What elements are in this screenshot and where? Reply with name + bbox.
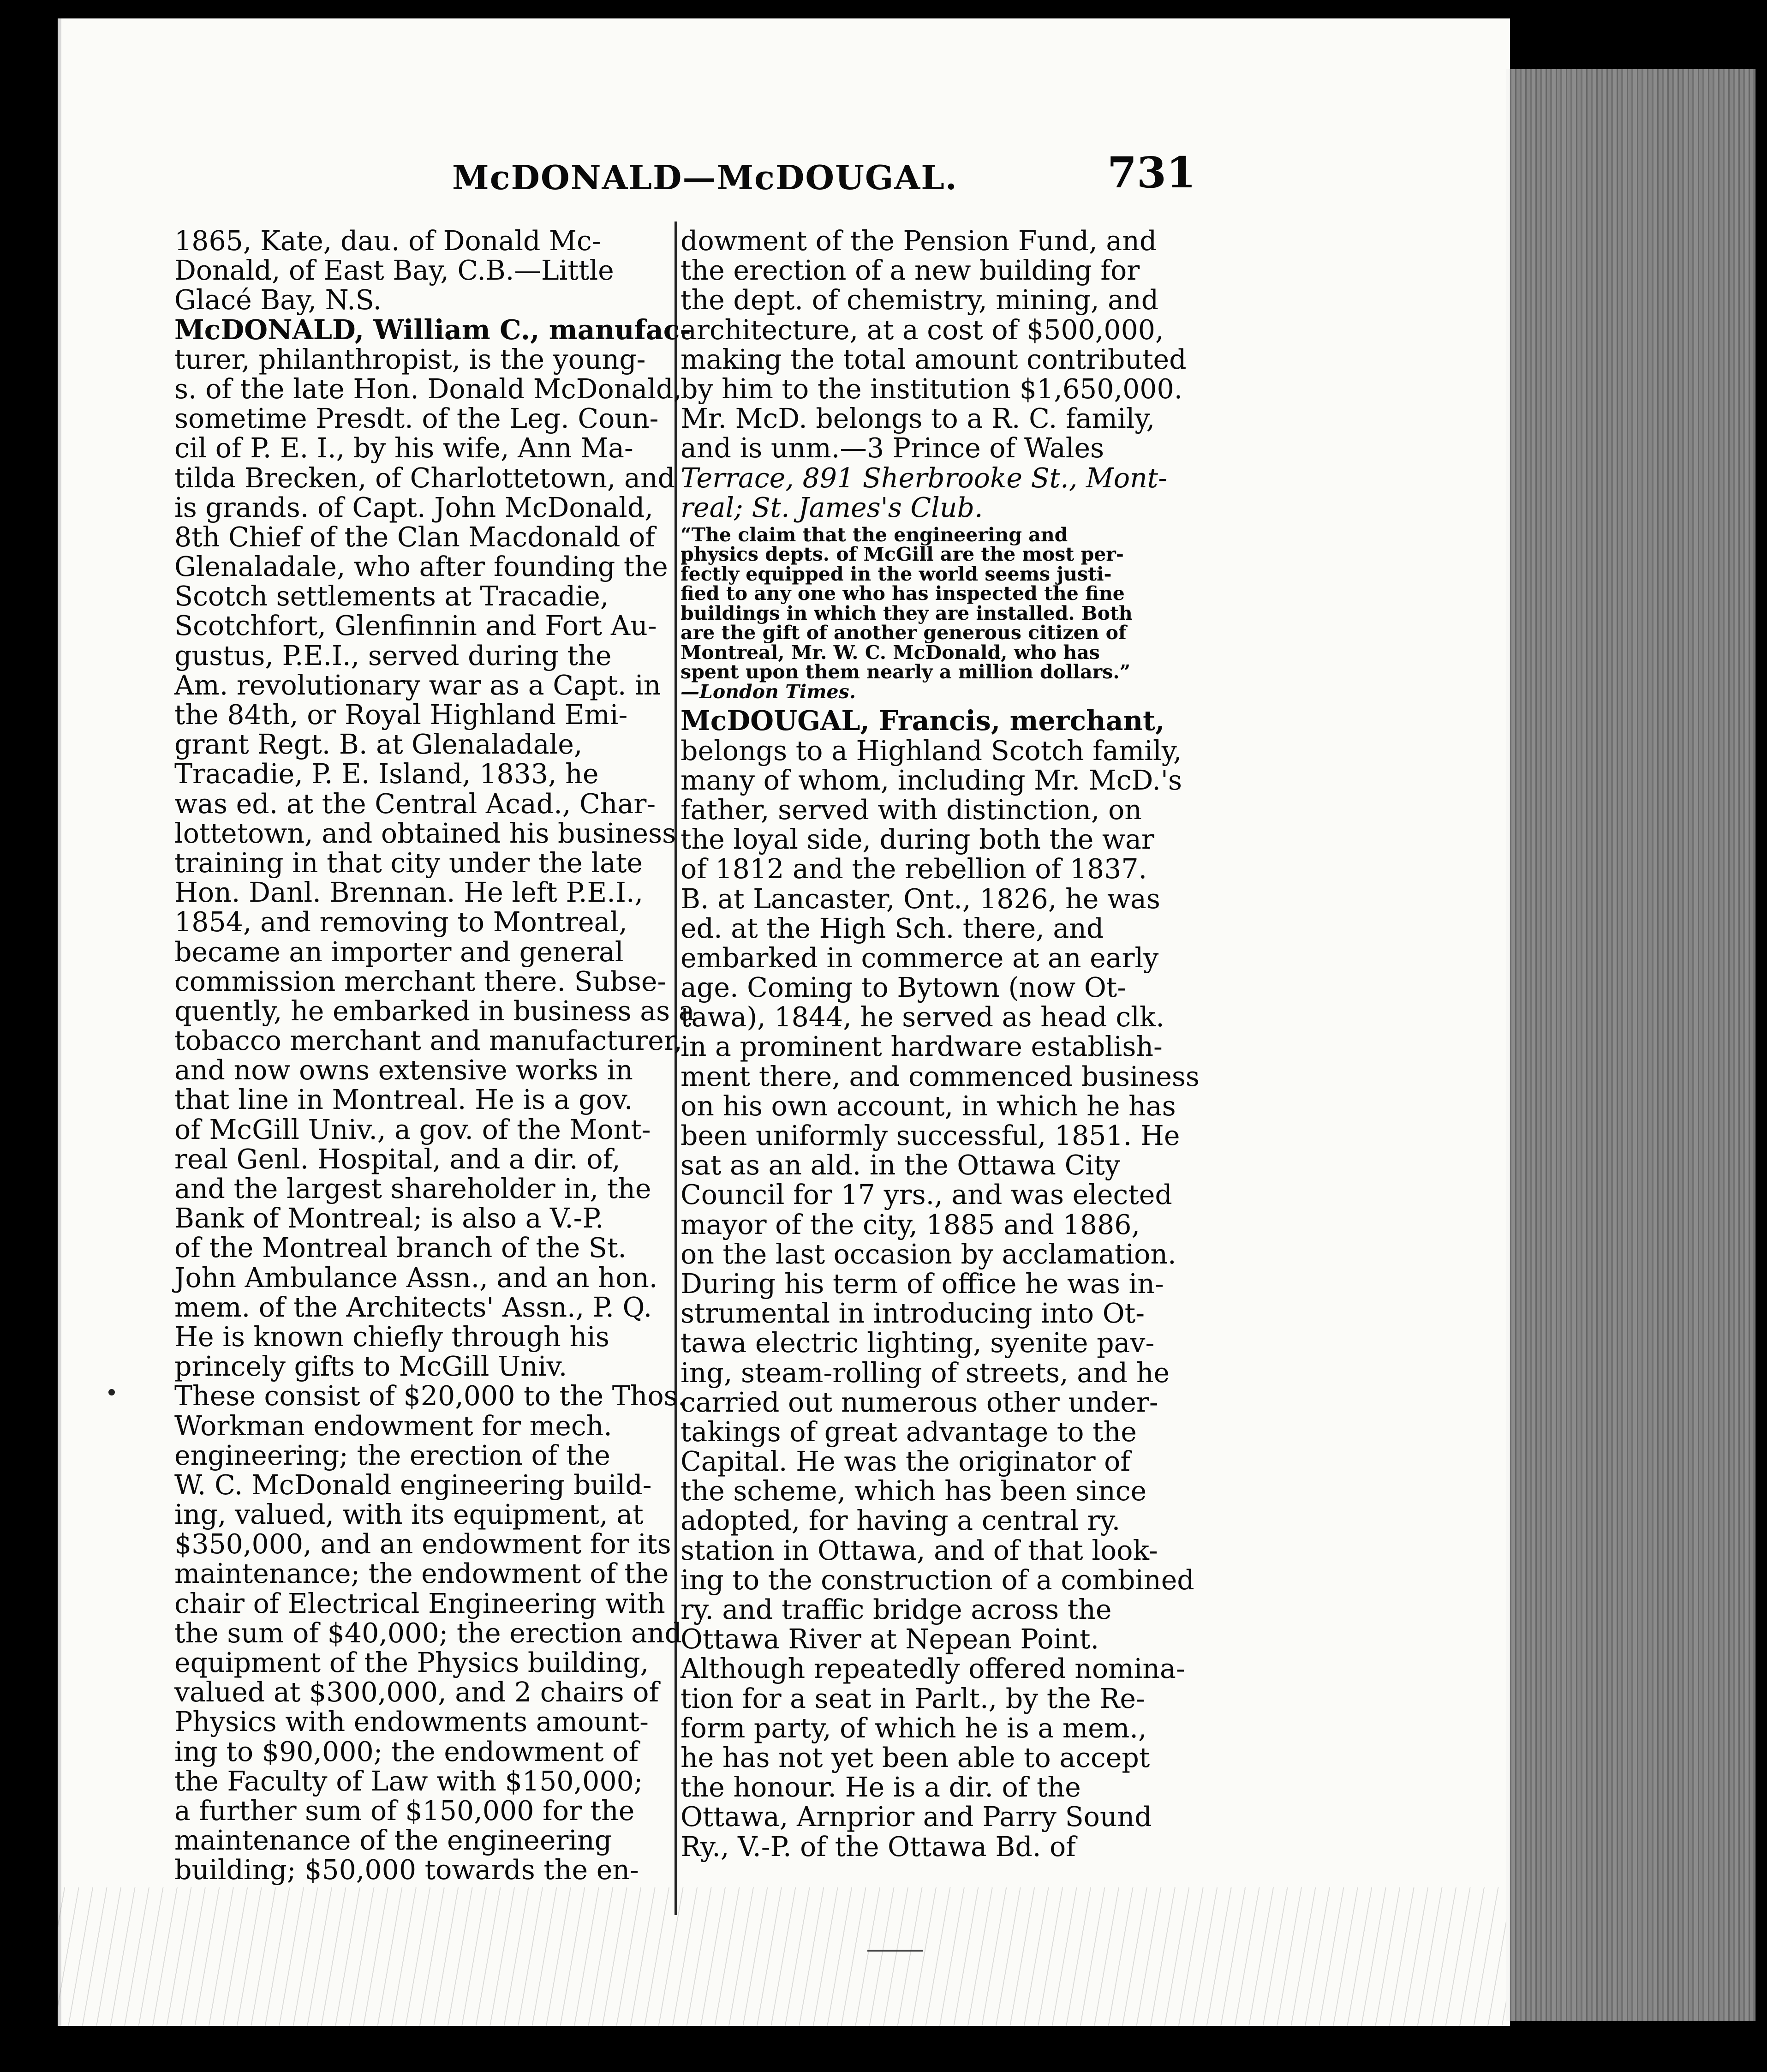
text-line: been uniformly successful, 1851. He (681, 1120, 1180, 1151)
text-line: real; St. James's Club. (681, 491, 983, 523)
text-line: takings of great advantage to the (681, 1416, 1137, 1448)
times-quote (681, 525, 1202, 702)
scan-noise (58, 1887, 1506, 2026)
text-line: During his term of office he was in- (681, 1268, 1164, 1299)
text-line: Physics with endowments amount- (174, 1706, 649, 1738)
text-line: real Genl. Hospital, and a dir. of, (174, 1143, 621, 1175)
text-line: tawa electric lighting, syenite pav- (681, 1327, 1155, 1359)
text-line: 1854, and removing to Montreal, (174, 906, 627, 938)
text-line: of the Montreal branch of the St. (174, 1232, 627, 1264)
text-line: ing, valued, with its equipment, at (174, 1499, 644, 1531)
page-edge-stack (1506, 69, 1755, 2021)
text-line: making the total amount contributed (681, 343, 1187, 375)
text-line: adopted, for having a central ry. (681, 1505, 1121, 1537)
text-line: chair of Electrical Engineering with (174, 1587, 665, 1619)
text-line: Ottawa River at Nepean Point. (681, 1623, 1099, 1655)
text-line: sat as an ald. in the Ottawa City (681, 1150, 1120, 1181)
text-line: Glacé Bay, N.S. (174, 284, 382, 316)
text-line: on the last occasion by acclamation. (681, 1238, 1176, 1270)
text-line: John Ambulance Assn., and an hon. (174, 1262, 658, 1294)
text-line: lottetown, and obtained his business (174, 817, 676, 849)
text-line: mem. of the Architects' Assn., P. Q. (174, 1291, 652, 1323)
text-line: Am. revolutionary war as a Capt. in (174, 669, 661, 701)
text-line: the dept. of chemistry, mining, and (681, 284, 1159, 316)
text-line: tilda Brecken, of Charlottetown, and (174, 462, 675, 494)
text-line: Scotch settlements at Tracadie, (174, 581, 609, 612)
text-line: tobacco merchant and manufacturer, (174, 1025, 683, 1057)
text-line: he has not yet been able to accept (681, 1742, 1150, 1773)
text-line: quently, he embarked in business as a (174, 995, 695, 1027)
text-line: Workman endowment for mech. (174, 1410, 612, 1442)
text-line: B. at Lancaster, Ont., 1826, he was (681, 883, 1160, 915)
text-line: Capital. He was the originator of (681, 1446, 1131, 1478)
text-line: Terrace, 891 Sherbrooke St., Mont- (681, 462, 1168, 494)
page-number: 731 (1107, 148, 1196, 198)
text-line: buildings in which they are installed. Both (681, 602, 1133, 624)
text-line: physics depts. of McGill are the most per- (681, 543, 1124, 566)
text-line: a further sum of $150,000 for the (174, 1795, 635, 1826)
text-line: He is known chiefly through his (174, 1321, 609, 1353)
text-line: on his own account, in which he has (681, 1090, 1176, 1122)
right-column-bottom (681, 706, 1202, 1861)
text-line: by him to the institution $1,650,000. (681, 373, 1183, 405)
text-line: Tracadie, P. E. Island, 1833, he (174, 758, 599, 790)
text-line: engineering; the erection of the (174, 1439, 610, 1471)
text-line: the Faculty of Law with $150,000; (174, 1765, 643, 1797)
text-line: W. C. McDonald engineering build- (174, 1469, 652, 1501)
text-line: commission merchant there. Subse- (174, 965, 667, 997)
text-line: Donald, of East Bay, C.B.—Little (174, 255, 614, 287)
text-line: Hon. Danl. Brennan. He left P.E.I., (174, 877, 644, 909)
text-line: maintenance of the engineering (174, 1825, 612, 1856)
text-line: cil of P. E. I., by his wife, Ann Ma- (174, 432, 633, 464)
text-line: are the gift of another generous citizen of (681, 622, 1127, 644)
text-line: 1865, Kate, dau. of Donald Mc- (174, 225, 601, 257)
text-line: strumental in introducing into Ot- (681, 1298, 1145, 1329)
text-line: fied to any one who has inspected the fine (681, 582, 1125, 605)
text-line: and is unm.—3 Prince of Wales (681, 432, 1104, 464)
text-line: was ed. at the Central Acad., Char- (174, 788, 656, 820)
text-line: gustus, P.E.I., served during the (174, 640, 612, 671)
text-line: form party, of which he is a mem., (681, 1712, 1147, 1744)
text-line: tawa), 1844, he served as head clk. (681, 1001, 1164, 1033)
text-line: tion for a seat in Parlt., by the Re- (681, 1683, 1145, 1714)
text-line: belongs to a Highland Scotch family, (681, 735, 1182, 767)
text-line: ed. at the High Sch. there, and (681, 912, 1104, 944)
running-head: McDONALD—McDOUGAL. (452, 158, 958, 197)
text-line: Glenaladale, who after founding the (174, 551, 668, 583)
text-line: the loyal side, during both the war (681, 824, 1154, 856)
text-line: $350,000, and an endowment for its (174, 1528, 671, 1560)
text-line: is grands. of Capt. John McDonald, (174, 491, 653, 523)
left-column (174, 225, 695, 1886)
text-line: —London Times. (681, 680, 856, 703)
text-line: valued at $300,000, and 2 chairs of (174, 1677, 659, 1708)
text-line: s. of the late Hon. Donald McDonald, (174, 373, 682, 405)
text-line: in a prominent hardware establish- (681, 1031, 1163, 1063)
text-line: mayor of the city, 1885 and 1886, (681, 1209, 1140, 1240)
text-line: dowment of the Pension Fund, and (681, 225, 1157, 257)
text-line: father, served with distinction, on (681, 794, 1142, 826)
text-line: ing, steam-rolling of streets, and he (681, 1357, 1170, 1389)
text-line: fectly equipped in the world seems justi- (681, 563, 1112, 585)
text-line: turer, philanthropist, is the young- (174, 343, 646, 375)
text-line: Mr. McD. belongs to a R. C. family, (681, 403, 1155, 435)
text-line: of McGill Univ., a gov. of the Mont- (174, 1114, 651, 1145)
text-line: became an importer and general (174, 936, 624, 968)
text-line: and now owns extensive works in (174, 1054, 633, 1086)
right-column (681, 226, 1202, 1862)
text-line: These consist of $20,000 to the Thos. (174, 1380, 687, 1412)
footer-dash (867, 1950, 923, 1952)
text-line: the 84th, or Royal Highland Emi- (174, 699, 628, 731)
text-line: many of whom, including Mr. McD.'s (681, 764, 1182, 796)
text-line: McDOUGAL, Francis, merchant, (681, 705, 1165, 737)
text-line: ry. and traffic bridge across the (681, 1594, 1112, 1625)
text-line: ing to $90,000; the endowment of (174, 1736, 639, 1767)
text-line: McDONALD, William C., manufac- (174, 313, 691, 346)
text-line: princely gifts to McGill Univ. (174, 1351, 567, 1383)
text-line: architecture, at a cost of $500,000, (681, 314, 1164, 346)
text-line: the scheme, which has been since (681, 1475, 1147, 1507)
text-line: Council for 17 yrs., and was elected (681, 1179, 1172, 1211)
text-line: grant Regt. B. at Glenaladale, (174, 729, 583, 761)
text-line: Ottawa, Arnprior and Parry Sound (681, 1801, 1152, 1833)
text-line: building; $50,000 towards the en- (174, 1854, 639, 1886)
text-line: and the largest shareholder in, the (174, 1173, 651, 1204)
text-line: training in that city under the late (174, 847, 643, 879)
text-line: Ry., V.-P. of the Ottawa Bd. of (681, 1831, 1076, 1862)
text-line: 8th Chief of the Clan Macdonald of (174, 521, 655, 553)
text-line: the erection of a new building for (681, 255, 1140, 287)
text-line: equipment of the Physics building, (174, 1647, 649, 1678)
text-line: Scotchfort, Glenfinnin and Fort Au- (174, 610, 657, 642)
page-header (166, 143, 1227, 203)
text-line: age. Coming to Bytown (now Ot- (681, 972, 1127, 1004)
text-line: ing to the construction of a combined (681, 1564, 1194, 1596)
text-line: the sum of $40,000; the erection and (174, 1617, 682, 1649)
text-line: that line in Montreal. He is a gov. (174, 1084, 633, 1116)
text-line: ment there, and commenced business (681, 1060, 1200, 1092)
text-line: embarked in commerce at an early (681, 942, 1159, 974)
text-line: Bank of Montreal; is also a V.-P. (174, 1203, 604, 1234)
right-column-top (681, 226, 1202, 522)
text-line: the honour. He is a dir. of the (681, 1772, 1081, 1803)
text-line: of 1812 and the rebellion of 1837. (681, 853, 1147, 885)
text-line: station in Ottawa, and of that look- (681, 1534, 1158, 1566)
text-line: Although repeatedly offered nomina- (681, 1653, 1185, 1685)
text-line: maintenance; the endowment of the (174, 1558, 669, 1590)
text-line: spent upon them nearly a million dollars.” (681, 661, 1131, 683)
text-line: sometime Presdt. of the Leg. Coun- (174, 403, 659, 435)
margin-dot (108, 1389, 115, 1395)
text-line: carried out numerous other under- (681, 1386, 1158, 1418)
text-line: “The claim that the engineering and (681, 523, 1068, 546)
text-line: Montreal, Mr. W. C. McDonald, who has (681, 641, 1100, 664)
